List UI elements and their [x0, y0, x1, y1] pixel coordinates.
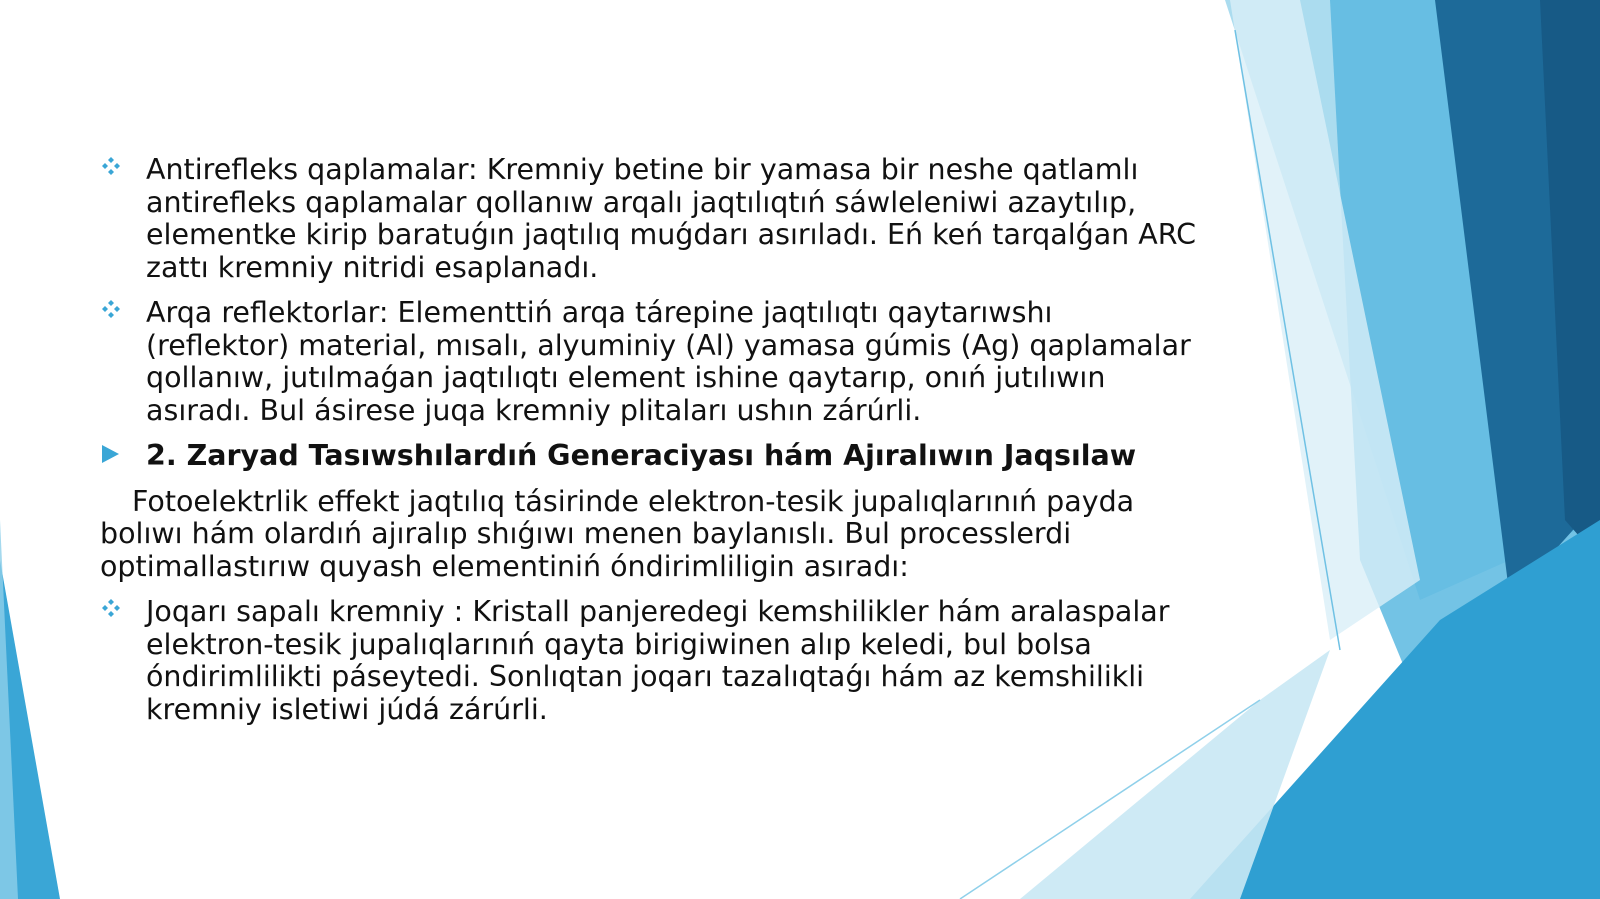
heading-text: 2. Zaryad Tasıwshılardıń Generaciyası hám Ajıralıwın Jaqsılaw: [146, 439, 1137, 472]
item-text: Arqa reflektorlar: Elementtiń arqa tárepine jaqtılıqtı qaytarıwshı (reflektor) material, mısalı, alyuminiy (Al) yamasa gúmis (Ag) qaplamalar qollanıw, jutılmaǵan jaqtılıqtı element ishine qaytarıp, onıń jutılıwın asıradı. Bul ásirese juqa kremniy plitaları ushın zárúrli.: [146, 296, 1191, 427]
section-heading: [100, 440, 1200, 473]
list-item: [100, 596, 1200, 726]
slide-body: [100, 154, 1200, 739]
paragraph: Fotoelektrlik effekt jaqtılıq tásirinde elektron-tesik jupalıqlarınıń payda bolıwı hám olardıń ajıralıp shıǵıwı menen baylanıslı. Bul processlerdi optimallastırıw quyash elementiniń óndirimliligin asıradı:: [100, 484, 1135, 583]
four-diamond-icon: [100, 299, 122, 321]
item-text: Antirefleks qaplamalar: Kremniy betine bir yamasa bir neshe qatlamlı antirefleks qaplamalar qollanıw arqalı jaqtılıqtıń sáwleleniwi azaytılıp, elementke kirip baratuǵın jaqtılıq muǵdarı asırıladı. Eń keń tarqalǵan ARC zattı kremniy nitridi esaplanadı.: [146, 153, 1197, 284]
list-item: [100, 297, 1200, 427]
list-item: [100, 154, 1200, 284]
four-diamond-icon: [100, 598, 122, 620]
triangle-arrow-icon: [100, 443, 122, 465]
item-text: Joqarı sapalı kremniy : Kristall panjeredegi kemshilikler hám aralaspalar elektron-tesik jupalıqlarınıń qayta birigiwinen alıp keledi, bul bolsa óndirimlilikti páseytedi. Sonlıqtan joqarı tazalıqtaǵı hám az kemshilikli kremniy isletiwi júdá zárúrli.: [146, 595, 1170, 726]
four-diamond-icon: [100, 156, 122, 178]
